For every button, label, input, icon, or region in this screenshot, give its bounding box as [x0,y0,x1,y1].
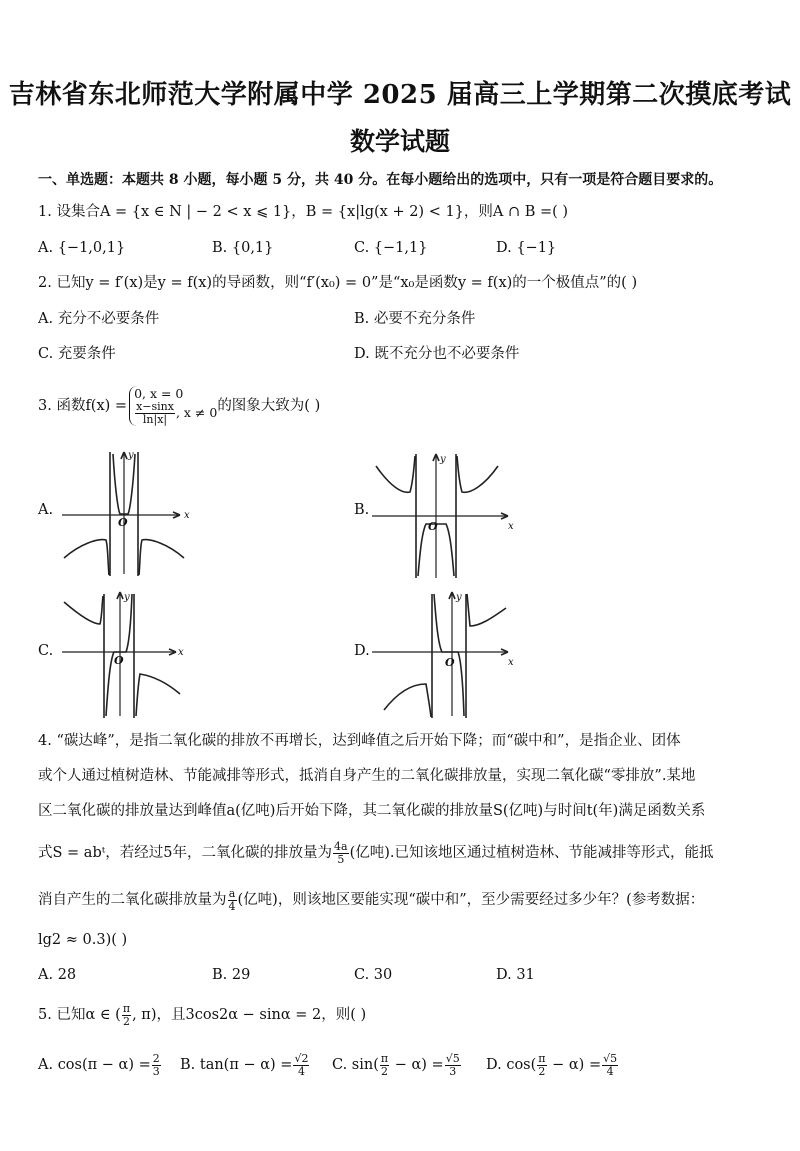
q5-a-den: 3 [152,1064,160,1078]
q3-graph-a [58,448,188,578]
q5-d-in-den: 2 [538,1064,546,1078]
y-label: y [128,450,134,461]
q5-d-den: 4 [606,1064,614,1078]
q4-line2: 或个人通过植树造林、节能减排等形式，抵消自身产生的二氧化碳排放量，实现二氧化碳“零排放”.某地 [38,768,696,784]
q1-option-c: C. {−1,1} [354,240,428,256]
q2-option-c: C. 充要条件 [38,346,116,362]
q4-option-d: D. 31 [496,967,535,983]
origin-label: O [445,656,455,669]
section-heading: 一、单选题：本题共 8 小题，每小题 5 分，共 40 分。在每小题给出的选项中，只有一项是符合题目要求的。 [38,172,723,188]
q3-graph-d [370,590,515,720]
q3-label-d: D. [354,643,370,659]
q3-label-c: C. [38,643,54,659]
q4-line1: 4. “碳达峰”，是指二氧化碳的排放不再增长，达到峰值之后开始下降；而“碳中和”，是指企业、团体 [38,733,681,749]
q2-stem: 2. 已知y = f′(x)是y = f(x)的导函数，则“f′(x₀) = 0”是“x₀是函数y = f(x)的一个极值点”的( ) [38,275,638,291]
q5-stem [38,1000,366,1030]
q5-pi-den: 2 [122,1014,130,1028]
curve-left [64,540,109,575]
y-label: y [124,592,130,603]
q4-frac1-den: 5 [337,852,345,866]
origin-label: O [428,520,438,533]
q2-option-a: A. 充分不必要条件 [38,311,160,327]
q4-line6: lg2 ≈ 0.3)( ) [38,932,128,948]
q1-option-d: D. {−1} [496,240,557,256]
q4-frac2-den: 4 [228,899,236,913]
q5-b-num: √2 [294,1051,309,1065]
origin-label: O [118,516,128,529]
curve-right [136,674,180,716]
q2-option-b: B. 必要不充分条件 [354,311,476,327]
curve-middle [434,594,464,716]
q3-label-b: B. [354,502,370,518]
q5-b-den: 4 [297,1064,305,1078]
q4-line4-pre: 式S = abᵗ，若经过5年，二氧化碳的排放量为 [38,845,333,861]
q5-c-in-den: 2 [380,1064,388,1078]
x-label: x [508,521,514,532]
q3-graph-b [370,452,515,582]
q3-stem [38,384,320,428]
curve-left [64,596,103,624]
exam-subtitle: 数学试题 [349,127,450,156]
q4-line4-post: (亿吨).已知该地区通过植树造林、节能减排等形式，能抵 [349,845,714,861]
q4-line4 [38,838,714,868]
q3-piecewise [129,386,217,426]
q3-prefix: 3. 函数f(x) = [38,398,128,414]
q5-stem-pre: 5. 已知α ∈ ( [38,1007,121,1023]
q4-option-c: C. 30 [354,967,393,983]
q5-stem-post: , π)，且3cos2α − sinα = 2，则( ) [132,1007,367,1023]
q5-a-num: 2 [152,1051,160,1065]
q4-frac2-num: a [228,886,236,900]
q5-option-d [486,1050,619,1080]
q1-option-a: A. {−1,0,1} [38,240,126,256]
q4-line5 [38,885,704,915]
q5-c-mid: − α) = [390,1057,444,1073]
q1-option-b: B. {0,1} [212,240,274,256]
q3-frac-den: ln|x| [142,413,168,426]
q5-d-in-num: π [538,1051,546,1065]
q4-line5-pre: 消自产生的二氧化碳排放量为 [38,892,227,908]
q3-graph-c [58,590,188,720]
q5-d-num: √5 [603,1051,618,1065]
q5-option-b [180,1050,310,1080]
q5-pi-num: π [122,1001,131,1015]
y-label: y [440,454,446,465]
curve-left [384,684,431,717]
x-label: x [178,647,184,658]
q5-d-pre: D. cos( [486,1057,537,1073]
origin-label: O [114,654,124,667]
q5-option-c [332,1050,462,1080]
q3-frac-num: x−sinx [136,400,174,413]
q5-d-mid: − α) = [547,1057,602,1073]
q2-option-d: D. 既不充分也不必要条件 [354,346,520,362]
q5-b-pre: B. tan(π − α) = [180,1057,293,1073]
q4-line3: 区二氧化碳的排放量达到峰值a(亿吨)后开始下降，其二氧化碳的排放量S(亿吨)与时间t(年)满足函数关系 [38,803,706,819]
y-label: y [456,592,462,603]
curve-left [376,456,415,492]
q3-label-a: A. [38,502,54,518]
q5-c-in-num: π [380,1051,389,1065]
q4-option-a: A. 28 [38,967,77,983]
curve-right [139,540,184,575]
q4-option-b: B. 29 [212,967,251,983]
x-label: x [184,510,190,521]
q1-stem: 1. 设集合A = {x ∈ N | − 2 < x ⩽ 1}，B = {x|lg(x + 2) < 1}，则A ∩ B =( ) [38,204,569,220]
exam-title: 吉林省东北师范大学附属中学 2025 届高三上学期第二次摸底考试 [8,80,792,110]
q5-c-pre: C. sin( [332,1057,379,1073]
x-label: x [508,657,514,668]
q3-case1: 0, x = 0 [134,386,184,401]
q5-a-pre: A. cos(π − α) = [38,1057,151,1073]
q4-line5-post: (亿吨)，则该地区要能实现“碳中和”，至少需要经过多少年？(参考数据： [237,892,705,908]
curve-right [467,594,506,626]
q3-case2-cond: , x ≠ 0 [175,405,218,420]
q5-c-den: 3 [449,1064,457,1078]
q4-frac1-num: 4a [334,839,348,853]
q5-c-num: √5 [445,1051,460,1065]
curve-right [457,456,498,492]
q5-option-a [38,1050,162,1080]
q3-suffix: 的图象大致为( ) [217,398,321,414]
